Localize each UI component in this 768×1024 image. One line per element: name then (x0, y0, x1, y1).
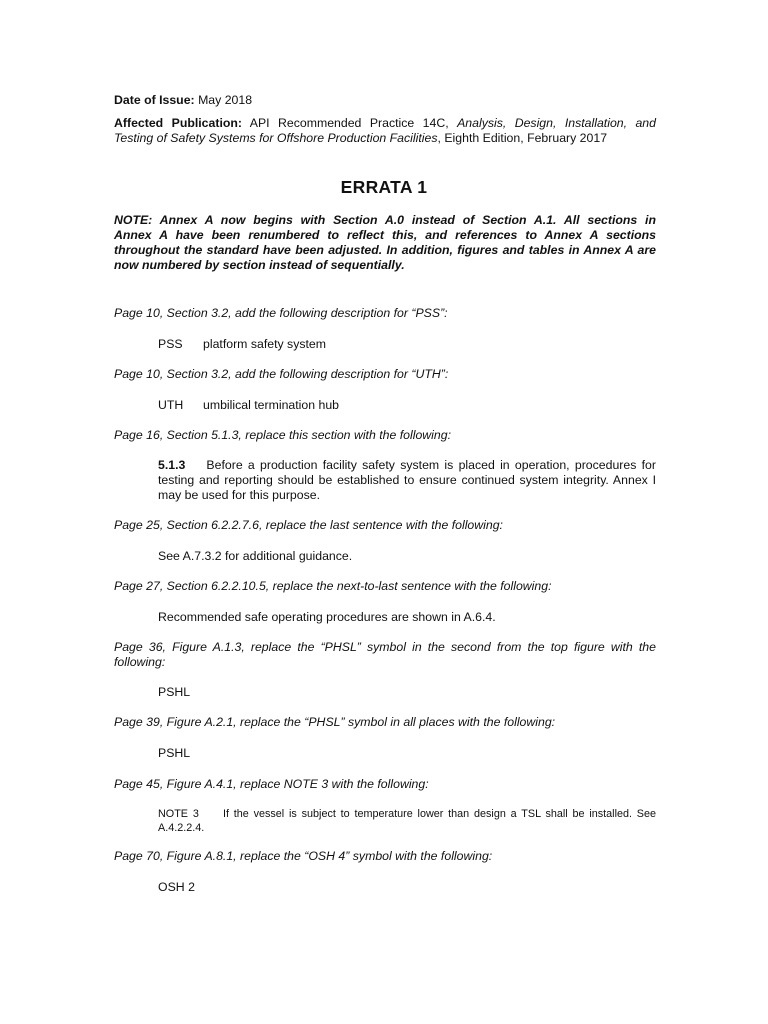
instruction-figure-a-1-3-line2: following: (114, 655, 166, 669)
date-label: Date of Issue: (114, 93, 195, 107)
instruction-pss: Page 10, Section 3.2, add the following description for “PSS”: (114, 306, 448, 320)
definition-pss (158, 337, 326, 352)
note-line-2: Annex A have been renumbered to reflect this, and references to Annex A sections (114, 228, 656, 242)
replacement-figure-a-1-3: PSHL (158, 685, 191, 699)
instruction-figure-a-2-1: Page 39, Figure A.2.1, replace the “PHSL” symbol in all places with the following: (114, 715, 556, 729)
section-5-1-3-line1-text: Before a production facility safety system is placed in operation, procedures for (206, 458, 656, 472)
publication-edition: , Eighth Edition, February 2017 (437, 131, 608, 145)
document-title: ERRATA 1 (340, 177, 428, 197)
instruction-figure-a-1-3-line1: Page 36, Figure A.1.3, replace the “PHSL” symbol in the second from the top figure with the (114, 640, 656, 654)
note-3-line2: A.4.2.2.4. (158, 822, 205, 834)
section-number: 5.1.3 (158, 458, 186, 472)
replacement-6-2-2-7-6: See A.7.3.2 for additional guidance. (158, 549, 353, 563)
publication-pre: API Recommended Practice 14C, (249, 116, 449, 130)
definition-text: platform safety system (203, 337, 327, 351)
instruction-6-2-2-7-6: Page 25, Section 6.2.2.7.6, replace the last sentence with the following: (114, 518, 503, 532)
note-3-line1-text: If the vessel is subject to temperature lower than design a TSL shall be installed. See (222, 808, 657, 820)
abbreviation: UTH (158, 398, 184, 412)
date-of-issue (114, 93, 252, 108)
replacement-figure-a-8-1: OSH 2 (158, 880, 195, 894)
section-5-1-3-line3: may be used for this purpose. (158, 488, 320, 502)
replacement-figure-a-2-1: PSHL (158, 746, 191, 760)
affected-publication-line2 (114, 131, 607, 146)
section-5-1-3-text (158, 458, 656, 503)
note-3-replacement (158, 807, 656, 835)
instruction-uth: Page 10, Section 3.2, add the following description for “UTH”: (114, 367, 449, 381)
publication-label: Affected Publication: (114, 116, 242, 130)
note-line-3: throughout the standard have been adjusted. In addition, figures and tables in Annex A are (114, 243, 656, 257)
date-value: May 2018 (198, 93, 253, 107)
section-5-1-3-line2: testing and reporting should be established to ensure continued system integrity. Annex I (158, 473, 656, 487)
instruction-figure-a-4-1: Page 45, Figure A.4.1, replace NOTE 3 with the following: (114, 777, 429, 791)
instruction-6-2-2-10-5: Page 27, Section 6.2.2.10.5, replace the next-to-last sentence with the following: (114, 579, 552, 593)
instruction-figure-a-8-1: Page 70, Figure A.8.1, replace the “OSH 4” symbol with the following: (114, 849, 493, 863)
replacement-6-2-2-10-5: Recommended safe operating procedures are shown in A.6.4. (158, 610, 496, 624)
note-3-line1 (158, 807, 656, 821)
section-5-1-3-line1 (158, 458, 656, 473)
abbreviation: PSS (158, 337, 183, 351)
note-line-4: now numbered by section instead of sequentially. (114, 258, 405, 272)
note-3-label: NOTE 3 (158, 808, 199, 820)
instruction-5-1-3: Page 16, Section 5.1.3, replace this section with the following: (114, 428, 451, 442)
definition-uth (158, 398, 339, 413)
affected-publication-line1 (114, 116, 656, 131)
publication-title-part1: Analysis, Design, Installation, and (457, 116, 656, 130)
publication-title-part2: Testing of Safety Systems for Offshore Production Facilities (114, 131, 438, 145)
definition-text: umbilical termination hub (203, 398, 340, 412)
note-line-1: NOTE: Annex A now begins with Section A.0 instead of Section A.1. All sections in (114, 213, 656, 227)
